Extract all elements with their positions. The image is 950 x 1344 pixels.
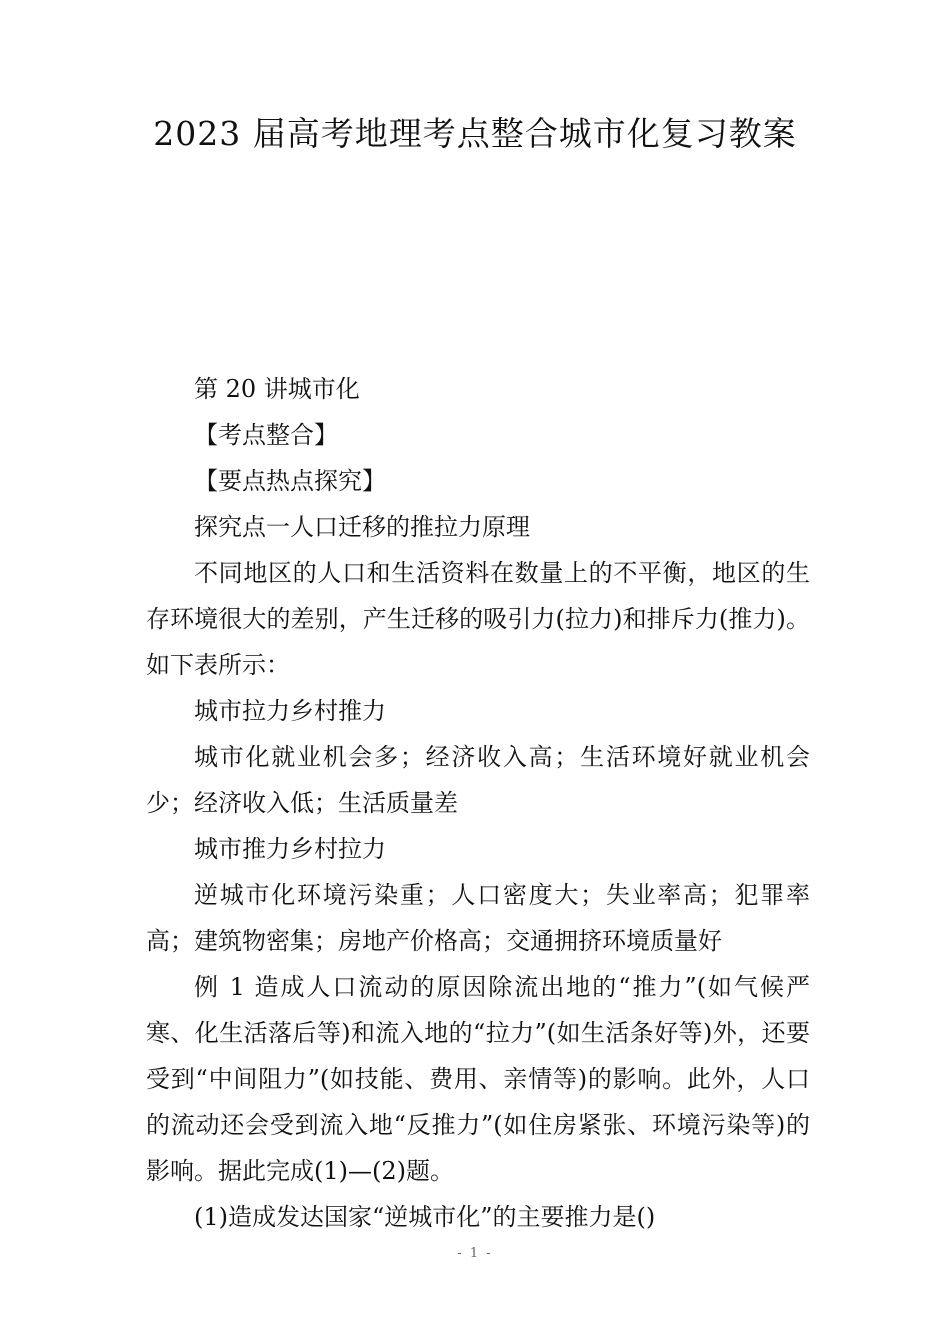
document-title: 2023 届高考地理考点整合城市化复习教案 xyxy=(153,114,797,153)
paragraph-topic-heading: 探究点一人口迁移的推拉力原理 xyxy=(194,513,530,541)
page-number: - 1 - xyxy=(457,1246,493,1261)
document-body xyxy=(146,366,810,1240)
paragraph-table-row-urbanization: 城市化就业机会多；经济收入高；生活环境好就业机会少；经济收入低；生活质量差 xyxy=(146,743,810,817)
paragraph-question-1: (1)造成发达国家“逆城市化”的主要推力是() xyxy=(194,1203,656,1231)
paragraph-table-row-counter-urbanization: 逆城市化环境污染重；人口密度大；失业率高；犯罪率高；建筑物密集；房地产价格高；交通拥挤环境质量好 xyxy=(146,881,810,955)
paragraph-section-hotspots: 【要点热点探究】 xyxy=(194,467,386,495)
paragraph-table-header-urbanization: 城市拉力乡村推力 xyxy=(194,697,386,725)
paragraph-example-1: 例 1 造成人口流动的原因除流出地的“推力”(如气候严寒、化生活落后等)和流入地的“拉力”(如生活条好等)外，还要受到“中间阻力”(如技能、费用、亲情等)的影响。此外，人口的流动还会受到流入地“反推力”(如住房紧张、环境污染等)的影响。据此完成(1)—(2)题。 xyxy=(146,973,810,1185)
paragraph-lecture-heading: 第 20 讲城市化 xyxy=(194,375,360,403)
paragraph-section-key-points: 【考点整合】 xyxy=(194,421,338,449)
paragraph-intro: 不同地区的人口和生活资料在数量上的不平衡，地区的生存环境很大的差别，产生迁移的吸引力(拉力)和排斥力(推力)。如下表所示： xyxy=(146,559,810,679)
paragraph-table-header-counter-urbanization: 城市推力乡村拉力 xyxy=(194,835,386,863)
